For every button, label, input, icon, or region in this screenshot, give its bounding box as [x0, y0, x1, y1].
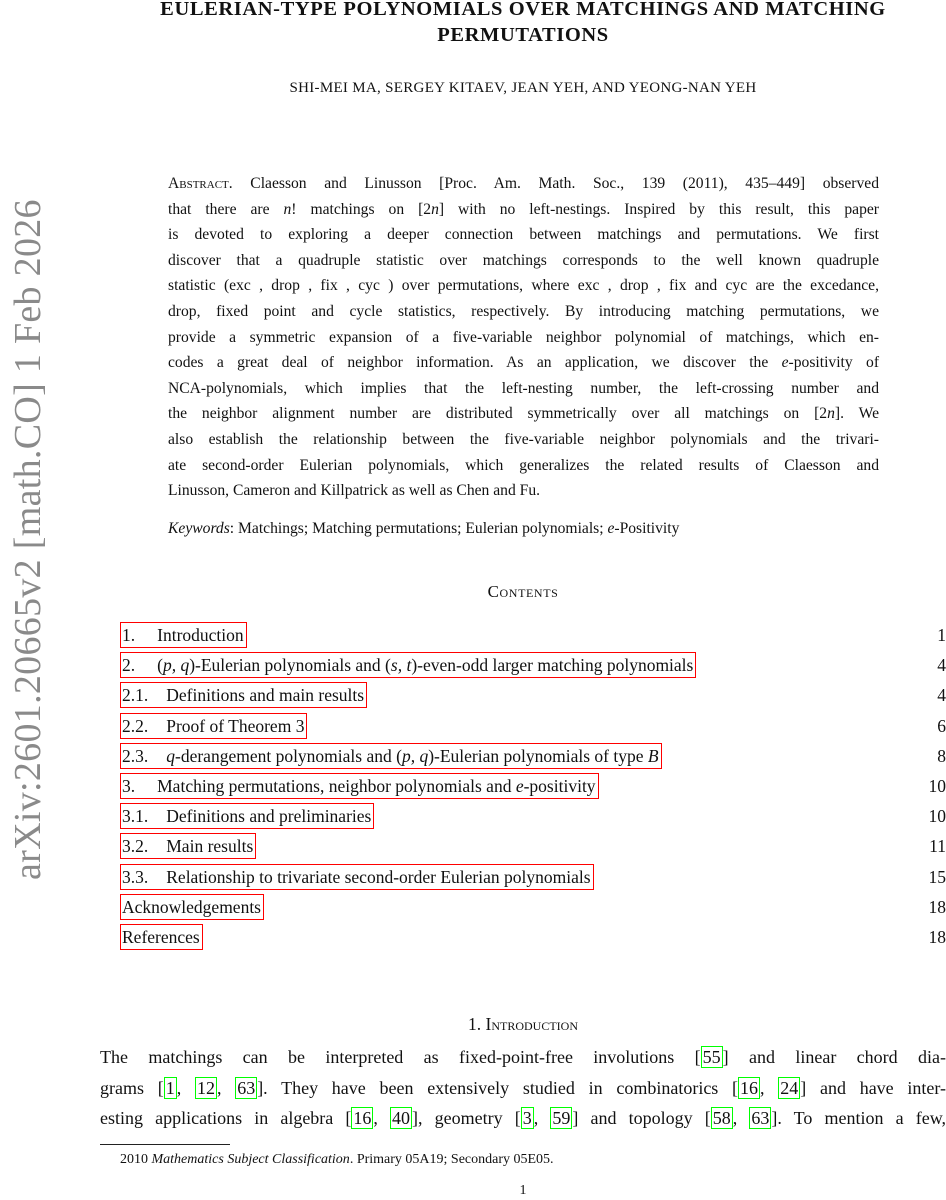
text-run: )-Eulerian polynomials and ( [189, 655, 391, 676]
text-run: , [216, 1077, 236, 1098]
text-run: Linusson, Cameron and Killpatrick as well as Chen and Fu. [168, 482, 541, 500]
toc-page-number: 4 [937, 685, 946, 706]
toc-link[interactable] [120, 924, 203, 950]
text-run: grams [ [100, 1077, 164, 1098]
toc-entry [120, 803, 946, 833]
toc-link[interactable] [120, 743, 662, 769]
text-line [168, 350, 879, 376]
toc-number: 3.2. [122, 836, 149, 857]
title-line-2: PERMUTATIONS [437, 24, 609, 46]
italic-text: B [647, 745, 659, 766]
toc-number: 3.3. [122, 866, 149, 887]
text-run: , [732, 1108, 750, 1128]
toc-number: 2.1. [122, 685, 149, 706]
italic-text: p, q [162, 655, 190, 676]
footnote-rule [100, 1144, 230, 1145]
keywords [168, 520, 679, 538]
text-run: References [122, 926, 200, 947]
section-number: 1. [468, 1014, 482, 1034]
text-run: )-even-odd larger matching polynomials [411, 655, 694, 676]
citation-link[interactable]: 63 [237, 1077, 256, 1098]
text-run: -Positivity [614, 520, 680, 537]
toc-link[interactable] [120, 652, 696, 678]
toc-page-number: 1 [937, 625, 946, 645]
toc-link[interactable] [120, 713, 307, 739]
abstract-label: Abstract. [168, 175, 233, 192]
italic-text: e [607, 520, 615, 537]
toc-page-number: 11 [929, 836, 946, 857]
toc-entry [120, 622, 946, 652]
toc-link[interactable] [120, 622, 247, 648]
text-run: 2010 [120, 1152, 152, 1167]
toc-page-number: 6 [937, 715, 946, 736]
citation-link[interactable]: 55 [702, 1047, 721, 1067]
text-run: ] and have inter- [800, 1077, 946, 1098]
text-run: . Primary 05A19; Secondary 05E05. [349, 1152, 554, 1167]
text-run: ] and topology [ [572, 1108, 711, 1128]
toc-entry [120, 682, 946, 712]
text-line [168, 248, 879, 274]
text-run: -positivity [523, 775, 596, 796]
toc-page-number: 8 [937, 745, 946, 766]
table-of-contents [120, 622, 946, 954]
text-line [168, 325, 879, 351]
italic-text: e [515, 775, 524, 796]
text-line [168, 453, 879, 479]
italic-text: e [781, 354, 789, 372]
toc-link[interactable] [120, 803, 374, 829]
italic-text: Keywords [168, 520, 230, 537]
citation-link[interactable]: 58 [712, 1108, 731, 1128]
text-run: Claesson and Linusson [Proc. Am. Math. Soc., 139 (2011), 435–449] observed [232, 175, 879, 192]
text-line [168, 171, 879, 197]
text-run: ] with no left-nestings. Inspired by this result, this paper [438, 200, 879, 218]
text-line [100, 1103, 946, 1134]
toc-number: 3.1. [122, 806, 149, 827]
text-line [100, 1042, 946, 1073]
contents-heading: Contents [487, 582, 559, 601]
text-run: : Matchings; Matching permutations; Eulerian polynomials; [229, 520, 608, 537]
text-line [168, 401, 879, 427]
text-run: Proof of Theorem 3 [166, 715, 305, 736]
citation-link[interactable]: 16 [740, 1077, 759, 1098]
toc-entry [120, 864, 946, 894]
introduction-text [100, 1042, 946, 1134]
text-line [168, 197, 879, 223]
text-line [168, 376, 879, 402]
italic-text: p, q [401, 745, 429, 766]
text-run: , [533, 1108, 551, 1128]
footnote [120, 1152, 554, 1168]
toc-link[interactable] [120, 682, 367, 708]
toc-page-number: 18 [928, 896, 946, 917]
toc-entry [120, 894, 946, 924]
toc-number: 2.2. [122, 715, 149, 736]
text-run: ], geometry [ [412, 1108, 521, 1128]
authors: SHI-MEI MA, SERGEY KITAEV, JEAN YEH, AND YEONG-NAN YEH [289, 80, 757, 96]
text-run: , [176, 1077, 195, 1098]
citation-link[interactable]: 59 [552, 1108, 571, 1128]
citation-link[interactable]: 12 [196, 1077, 215, 1098]
toc-number: 3. [122, 775, 136, 796]
toc-page-number: 15 [928, 866, 946, 887]
citation-link[interactable]: 24 [780, 1077, 799, 1098]
italic-text: s, t [390, 655, 412, 676]
text-line [168, 478, 879, 504]
title-line-1: EULERIAN-TYPE POLYNOMIALS OVER MATCHINGS AND MATCHING [160, 0, 886, 20]
text-run: Relationship to trivariate second-order Eulerian polynomials [166, 866, 591, 887]
arxiv-stamp: arXiv:2601.20665v2 [math.CO] 1 Feb 2026 [7, 199, 49, 880]
italic-text: n [283, 200, 292, 218]
toc-entry [120, 743, 946, 773]
text-run: is devoted to exploring a deeper connection between matchings and permutations. We first [168, 226, 879, 244]
text-run: , [373, 1108, 391, 1128]
toc-number: 2.3. [122, 745, 149, 766]
toc-link[interactable] [120, 864, 594, 890]
italic-text: Mathematics Subject Classification [151, 1152, 350, 1167]
text-run: discover that a quadruple statistic over matchings corresponds to the well known quadruple [168, 251, 879, 269]
toc-entry [120, 833, 946, 863]
text-run: provide a symmetric expansion of a five-variable neighbor polynomial of matchings, which en- [168, 328, 879, 346]
text-run: Definitions and preliminaries [166, 806, 372, 827]
text-line [168, 273, 879, 299]
toc-entry [120, 652, 946, 682]
citation-link[interactable]: 40 [392, 1108, 411, 1128]
text-run: codes a great deal of neighbor information. As an application, we discover the [168, 354, 782, 372]
toc-entry [120, 924, 946, 954]
text-run: NCA-polynomials, which implies that the left-nesting number, the left-crossing number and [168, 379, 879, 397]
text-run: The matchings can be interpreted as fixed-point-free involutions [ [100, 1047, 701, 1067]
citation-link[interactable]: 63 [751, 1108, 770, 1128]
paper-title [100, 0, 946, 48]
text-line [168, 299, 879, 325]
text-run: ] and linear chord dia- [722, 1047, 946, 1067]
toc-page-number: 4 [937, 655, 946, 676]
italic-text: n [431, 200, 439, 218]
toc-link[interactable] [120, 773, 599, 799]
toc-link[interactable] [120, 894, 264, 920]
toc-page-number: 18 [928, 926, 946, 947]
text-run: ]. They have been extensively studied in combinatorics [ [257, 1077, 739, 1098]
toc-entry [120, 773, 946, 803]
page-number: 1 [519, 1183, 527, 1198]
text-run: esting applications in algebra [ [100, 1108, 352, 1128]
text-run: also establish the relationship between the five-variable neighbor polynomials and the trivari- [168, 430, 879, 448]
text-run: ! matchings on [2 [291, 200, 432, 218]
toc-page-number: 10 [928, 775, 946, 796]
toc-page-number: 10 [928, 806, 946, 827]
text-line [168, 427, 879, 453]
text-line [168, 222, 879, 248]
text-run: that there are [168, 200, 284, 218]
text-run: the neighbor alignment number are distributed symmetrically over all matchings on [2 [168, 405, 828, 423]
italic-text: n [827, 405, 835, 423]
text-run: Introduction [157, 625, 244, 645]
section-title: Introduction [485, 1014, 578, 1034]
toc-number: 1. [122, 625, 136, 645]
text-line [100, 1073, 946, 1104]
text-run: drop, fixed point and cycle statistics, respectively. By introducing matching permutations, we [168, 302, 879, 320]
text-run: , [760, 1077, 779, 1098]
text-run: )-Eulerian polynomials of type [428, 745, 648, 766]
section-heading-introduction [100, 1014, 946, 1035]
toc-link[interactable] [120, 833, 256, 859]
abstract [168, 171, 879, 504]
text-run: Acknowledgements [122, 896, 261, 917]
text-run: Definitions and main results [166, 685, 365, 706]
text-run: Main results [166, 836, 254, 857]
text-run: ]. To mention a few, [771, 1108, 946, 1128]
italic-text: q [166, 745, 175, 766]
toc-number: 2. [122, 655, 136, 676]
text-run: -derangement polynomials and ( [175, 745, 402, 766]
citation-link[interactable]: 16 [353, 1108, 372, 1128]
toc-entry [120, 713, 946, 743]
text-run: -positivity of [788, 354, 880, 372]
text-run: ( [157, 655, 163, 676]
text-run: ate second-order Eulerian polynomials, which generalizes the related results of Claesson and [168, 456, 879, 474]
text-run: ]. We [834, 405, 879, 423]
text-run: Matching permutations, neighbor polynomials and [157, 775, 516, 796]
text-run: statistic (exc , drop , fix , cyc ) over permutations, where exc , drop , fix and cyc are the excedance, [168, 277, 879, 295]
citation-link[interactable]: 1 [165, 1077, 175, 1098]
citation-link[interactable]: 3 [522, 1108, 532, 1128]
